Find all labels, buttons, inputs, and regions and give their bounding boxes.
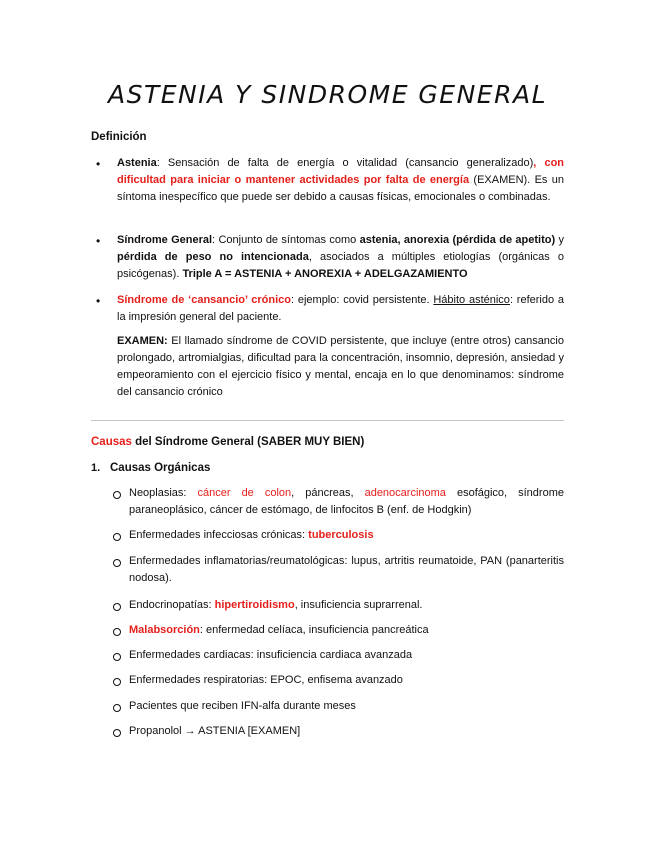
definition-astenia: Astenia: Sensación de falta de energía o vitalidad (cansancio generalizado), con dificultad para iniciar o mantener actividades por falta de energía (EXAMEN). Es un síntoma inespecífico que puede ser debido a causas físicas, emocionales o combinadas. <box>117 157 565 203</box>
circle-bullet-icon <box>113 628 121 636</box>
cause-malabsorcion: Malabsorción: enfermedad celíaca, insuficiencia pancreática <box>129 624 429 636</box>
cause-ifn-alfa: Pacientes que reciben IFN-alfa durante meses <box>129 700 356 712</box>
bullet-sindrome-general: • <box>96 234 101 248</box>
circle-bullet-icon <box>113 491 121 499</box>
cause-endocrinopatias: Endocrinopatías: hipertiroidismo, insuficiencia suprarrenal. <box>129 599 423 611</box>
definition-cansancio-cronico: Síndrome de ‘cansancio’ crónico: ejemplo: covid persistente. Hábito asténico: referido a la impresión general del paciente. <box>117 294 564 323</box>
document-title: ASTENIA Y SINDROME GENERAL <box>108 80 547 109</box>
term-astenia: Astenia <box>117 157 157 169</box>
bullet-cansancio-cronico: • <box>96 294 101 308</box>
circle-bullet-icon <box>113 704 121 712</box>
triple-a: Triple A = ASTENIA + ANOREXIA + ADELGAZAMIENTO <box>182 268 468 280</box>
section-divider <box>91 420 564 421</box>
arrow-right-icon: → <box>184 725 196 737</box>
circle-bullet-icon <box>113 653 121 661</box>
term-cansancio-cronico: Síndrome de ‘cansancio’ crónico <box>117 294 291 306</box>
cause-inflamatorias: Enfermedades inflamatorias/reumatológicas: lupus, artritis reumatoide, PAN (panarteritis nodosa). <box>129 555 564 584</box>
cause-infecciosas: Enfermedades infecciosas crónicas: tuberculosis <box>129 529 374 541</box>
circle-bullet-icon <box>113 559 121 567</box>
organic-number: 1. <box>91 462 101 474</box>
astenia-red-text: , con dificultad para iniciar o mantener actividades por falta de energía <box>117 157 565 186</box>
circle-bullet-icon <box>113 533 121 541</box>
circle-bullet-icon <box>113 678 121 686</box>
definicion-heading: Definición <box>91 131 147 143</box>
term-sindrome-general: Síndrome General <box>117 234 213 246</box>
organic-heading: Causas Orgánicas <box>110 462 211 474</box>
habito-astenico: Hábito asténico <box>433 294 510 306</box>
causas-heading: Causas del Síndrome General (SABER MUY BIEN) <box>91 436 365 448</box>
cause-neoplasias: Neoplasias: cáncer de colon, páncreas, adenocarcinoma esofágico, síndrome paraneoplásico, cáncer de estómago, de linfocitos B (enf. de Hodgkin) <box>129 487 564 516</box>
circle-bullet-icon <box>113 603 121 611</box>
cause-respiratorias: Enfermedades respiratorias: EPOC, enfisema avanzado <box>129 674 403 686</box>
bullet-astenia: • <box>96 157 101 171</box>
definition-sindrome-general: Síndrome General: Conjunto de síntomas como astenia, anorexia (pérdida de apetito) y pérdida de peso no intencionada, asociados a múltiples etiologías (orgánicas o psicógenas). Triple A = ASTENIA + ANOREXIA + ADELGAZAMIENTO <box>117 234 564 280</box>
circle-bullet-icon <box>113 729 121 737</box>
exam-note-covid: EXAMEN: El llamado síndrome de COVID persistente, que incluye (entre otros) cansancio prolongado, artromialgias, dificultad para la concentración, insomnio, depresión, ansiedad y empeoramiento con el ejercicio físico y mental, encaja en lo que denominamos: síndrome del cansancio crónico <box>117 335 564 398</box>
cause-cardiacas: Enfermedades cardiacas: insuficiencia cardiaca avanzada <box>129 649 413 661</box>
cause-propanolol: Propanolol → ASTENIA [EXAMEN] <box>129 725 301 737</box>
exam-label: EXAMEN: <box>117 335 168 347</box>
